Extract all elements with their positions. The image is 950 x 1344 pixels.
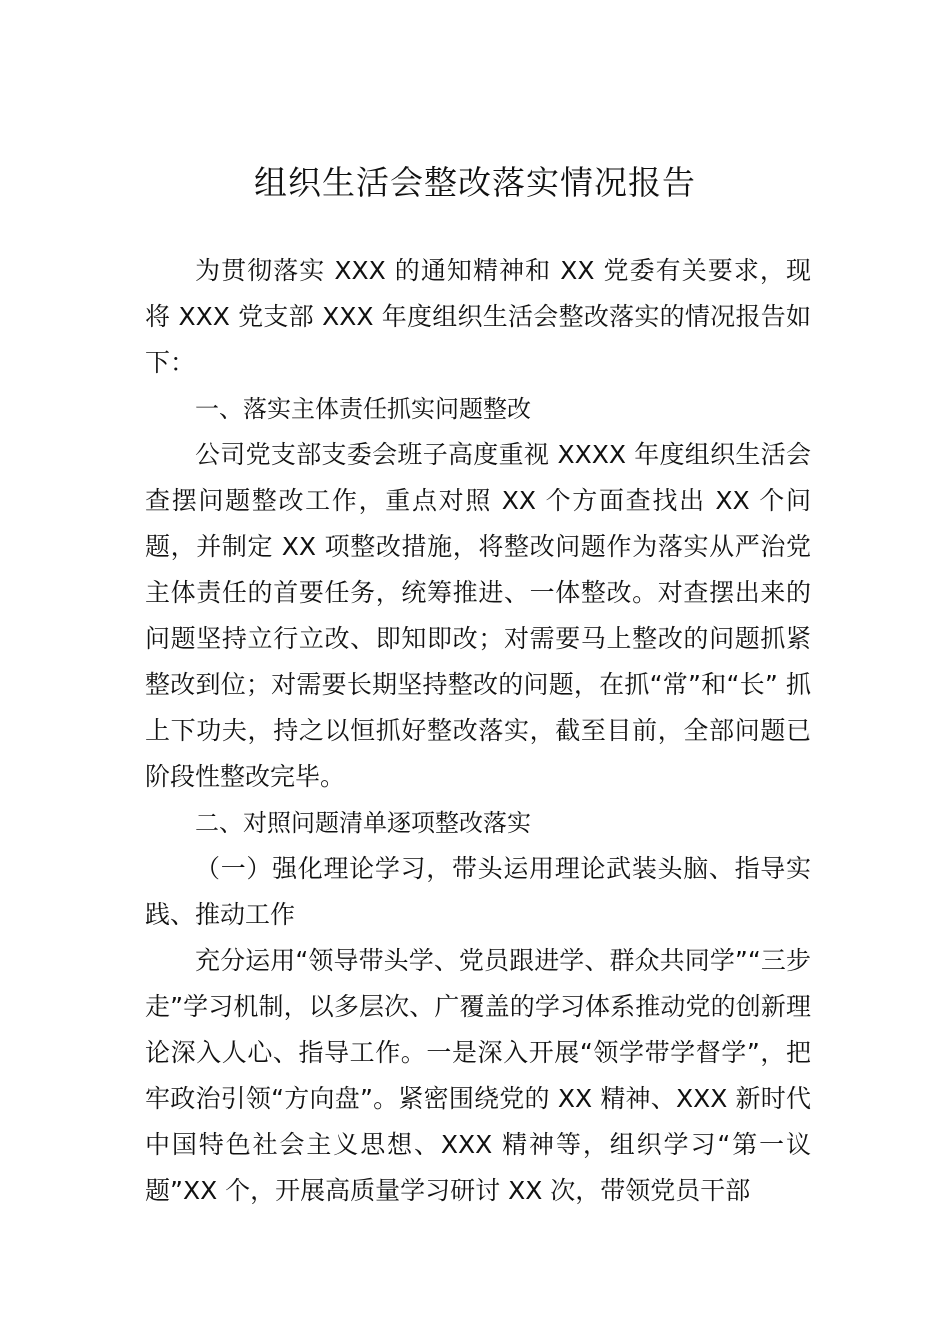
section-heading-2: 二、对照问题清单逐项整改落实 [195, 809, 531, 837]
section-1-paragraph: 公司党支部支委会班子高度重视 XXXX 年度组织生活会查摆问题整改工作，重点对照 XX 个方面查找出 XX 个问题，并制定 XX 项整改措施，将整改问题作为落实从严治党主体责任的首要任务，统筹推进、一体整改。对查摆出来的问题坚持立行立改、即知即改；对需要马上整改的问题抓紧整改到位；对需要长期坚持整改的问题，在抓“常”和“长” 抓上下功夫，持之以恒抓好整改落实，截至目前，全部问题已阶段性整改完毕。 [145, 440, 811, 791]
subsection-heading-1: （一）强化理论学习，带头运用理论武装头脑、指导实践、推动工作 [145, 854, 811, 929]
subsection-1-paragraph: 充分运用“领导带头学、党员跟进学、群众共同学”“三步走”学习机制，以多层次、广覆盖的学习体系推动党的创新理论深入人心、指导工作。一是深入开展“领学带学督学”，把牢政治引领“方向盘”。紧密围绕党的 XX 精神、XXX 新时代中国特色社会主义思想、XXX 精神等，组织学习“第一议题”XX 个，开展高质量学习研讨 XX 次，带领党员干部 [145, 946, 811, 1205]
section-heading-1: 一、落实主体责任抓实问题整改 [195, 395, 531, 423]
intro-paragraph: 为贯彻落实 XXX 的通知精神和 XX 党委有关要求，现将 XXX 党支部 XXX 年度组织生活会整改落实的情况报告如下： [145, 256, 811, 377]
document-title: 组织生活会整改落实情况报告 [254, 163, 696, 202]
document-body [145, 248, 811, 1214]
